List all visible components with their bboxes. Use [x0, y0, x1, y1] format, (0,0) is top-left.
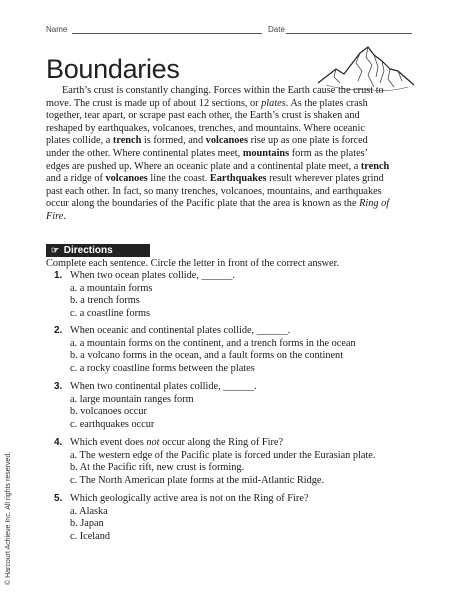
question-number: 3.: [54, 381, 63, 392]
pointing-hand-icon: ☞: [50, 245, 60, 255]
name-line[interactable]: [72, 33, 262, 34]
directions-banner: [46, 244, 150, 257]
question-number: 4.: [54, 437, 63, 448]
question-stem: Which geologically active area is not on the Ring of Fire?: [70, 493, 309, 504]
question-number: 2.: [54, 325, 63, 336]
date-label: Date: [268, 25, 285, 34]
answer-option-b[interactable]: b. At the Pacific rift, new crust is forming.: [70, 462, 245, 474]
answer-option-a[interactable]: a. a mountain forms: [70, 282, 153, 294]
page-title: Boundaries: [46, 54, 180, 84]
answer-option-c[interactable]: c. a coastline forms: [70, 307, 151, 319]
question-stem: When two continental plates collide, ______.: [70, 381, 257, 392]
answer-option-a[interactable]: a. The western edge of the Pacific plate is forced under the Eurasian plate.: [70, 449, 376, 461]
answer-option-a[interactable]: a. Alaska: [70, 505, 108, 517]
name-label: Name: [46, 25, 68, 34]
question-stem: When oceanic and continental plates collide, ______.: [70, 325, 291, 336]
instructions: Complete each sentence. Circle the letter in front of the correct answer.: [46, 258, 340, 269]
question-stem: Which event does not occur along the Ring of Fire?: [70, 437, 284, 448]
copyright-notice: © Harcourt Achieve Inc. All rights reserved.: [5, 451, 12, 585]
answer-option-a[interactable]: a. large mountain ranges form: [70, 393, 194, 405]
answer-option-c[interactable]: c. The North American plate forms at the mid-Atlantic Ridge.: [70, 474, 325, 486]
answer-option-b[interactable]: b. a trench forms: [70, 295, 140, 307]
answer-option-b[interactable]: b. Japan: [70, 518, 104, 530]
answer-option-a[interactable]: a. a mountain forms on the continent, and a trench forms in the ocean: [70, 337, 356, 349]
question-stem: When two ocean plates collide, ______.: [70, 270, 235, 281]
answer-option-b[interactable]: b. volcanoes occur: [70, 406, 147, 418]
answer-option-c[interactable]: c. Iceland: [70, 530, 111, 542]
question-number: 1.: [54, 270, 63, 281]
answer-option-c[interactable]: c. earthquakes occur: [70, 418, 155, 430]
date-line[interactable]: [286, 33, 412, 34]
directions-label: Directions: [63, 245, 113, 256]
intro-paragraph: Earth’s crust is constantly changing. Forces within the Earth cause the crust to move. The crust is made up of about 12 sections, or plates. As the plates crash together, tear apart, or scrape past each other, the Earth’s crust is shaken and reshaped by earthquakes, volcanoes, trenches, and mountains. Where oceanic plates collide, a trench is formed, and volcanoes rise up as one plate is forced under the other. Where continental plates meet, mountains form as the plates’ edges are pushed up. Where an oceanic plate and a continental plate meet, a trench and a ridge of volcanoes line the coast. Earthquakes result wherever plates grind past each other. In fact, so many trenches, volcanoes, mountains, and earthquakes occur along the boundaries of the Pacific plate that the area is known as the Ring of Fire.: [46, 85, 390, 222]
question-number: 5.: [54, 493, 63, 504]
answer-option-c[interactable]: c. a rocky coastline forms between the plates: [70, 362, 255, 374]
answer-option-b[interactable]: b. a volcano forms in the ocean, and a fault forms on the continent: [70, 350, 344, 362]
